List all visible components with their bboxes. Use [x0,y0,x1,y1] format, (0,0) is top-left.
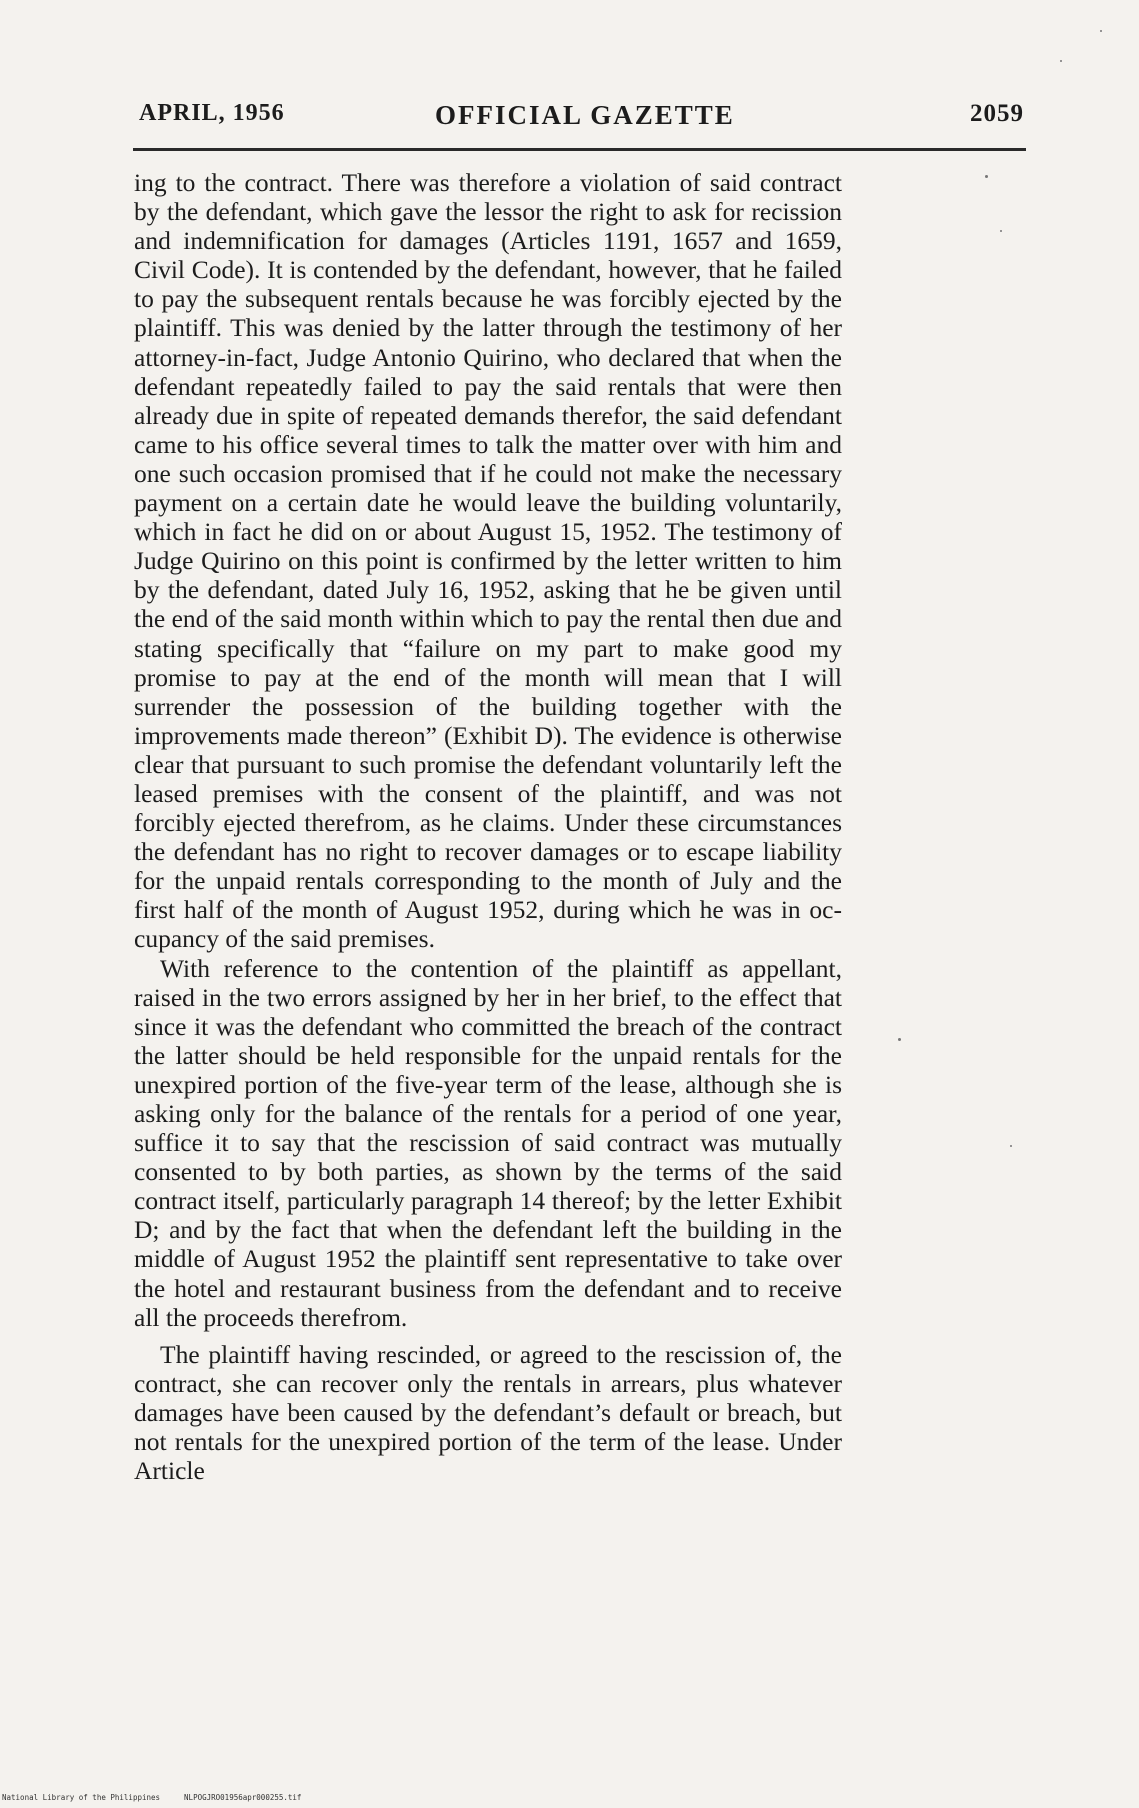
scan-speck [1010,1145,1012,1147]
header-rule [133,148,1026,151]
scan-speck [898,1038,901,1041]
scan-footer [2,1793,301,1802]
paragraph-1: ing to the contract. There was therefore a violation of said contract by the defendant, which gave the lessor the right to ask for recission and indemnification for damages (Articles 1191, 1657 and 1659, Civil Code). It is contended by the defendant, however, that he failed to pay the subsequent rentals because he was forcibly ejected by the plaintiff. This was denied by the latter through the testimony of her attorney-in-fact, Judge Antonio Quirino, who declared that when the defendant repeatedly failed to pay the said rentals that were then already due in spite of repeated demands therefor, the said defendant came to his office several times to talk the matter over with him and one such occasion promised that if he could not make the necessary payment on a certain date he would leave the building voluntarily, which in fact he did on or about August 15, 1952. The testimony of Judge Quirino on this point is confirmed by the letter written to him by the defendant, dated July 16, 1952, asking that he be given until the end of the said month within which to pay the rental then due and stating specifically that “failure on my part to make good my promise to pay at the end of the month will mean that I will surrender the possession of the building together with the improvements made thereon” (Exhibit D). The evidence is otherwise clear that pursuant to such promise the defendant voluntarily left the leased premises with the consent of the plaintiff, and was not forcibly ejected therefrom, as he claims. Under these circumstances the defendant has no right to recover damages or to escape liability for the unpaid rentals corresponding to the month of July and the first half of the month of August 1952, during which he was in occupancy of the said premises. [134,168,842,954]
footer-library: National Library of the Philippines [2,1793,161,1802]
page-number: 2059 [970,100,1024,127]
scan-speck [1060,60,1062,62]
scan-speck [985,175,988,178]
header-date: APRIL, 1956 [139,100,285,126]
page-header [133,100,1026,140]
scan-speck [1100,30,1102,32]
paragraph-2: With reference to the contention of the plaintiff as appellant, raised in the two errors assigned by her in her brief, to the effect that since it was the defendant who committed the breach of the contract the latter should be held responsible for the unpaid rentals for the unexpired portion of the five-year term of the lease, although she is asking only for the balance of the rentals for a period of one year, suffice it to say that the rescission of said contract was mutually consented to by both parties, as shown by the terms of the said contract itself, particularly paragraph 14 thereof; by the letter Exhibit D; and by the fact that when the defendant left the building in the middle of August 1952 the plaintiff sent representative to take over the hotel and restaurant business from the defendant and to receive all the proceeds therefrom. [134,953,842,1332]
paragraph-3: The plaintiff having rescinded, or agreed to the rescission of, the contract, she can recover only the rentals in arrears, plus whatever damages have been caused by the defendant’s default or breach, but not rentals for the unexpired portion of the term of the lease. Under Article [134,1339,842,1486]
scan-speck [1000,230,1002,232]
footer-file-id: NLPOGJRO01956apr000255.tif [184,1793,302,1802]
body-text [134,168,842,1485]
publication-title: OFFICIAL GAZETTE [435,100,735,130]
